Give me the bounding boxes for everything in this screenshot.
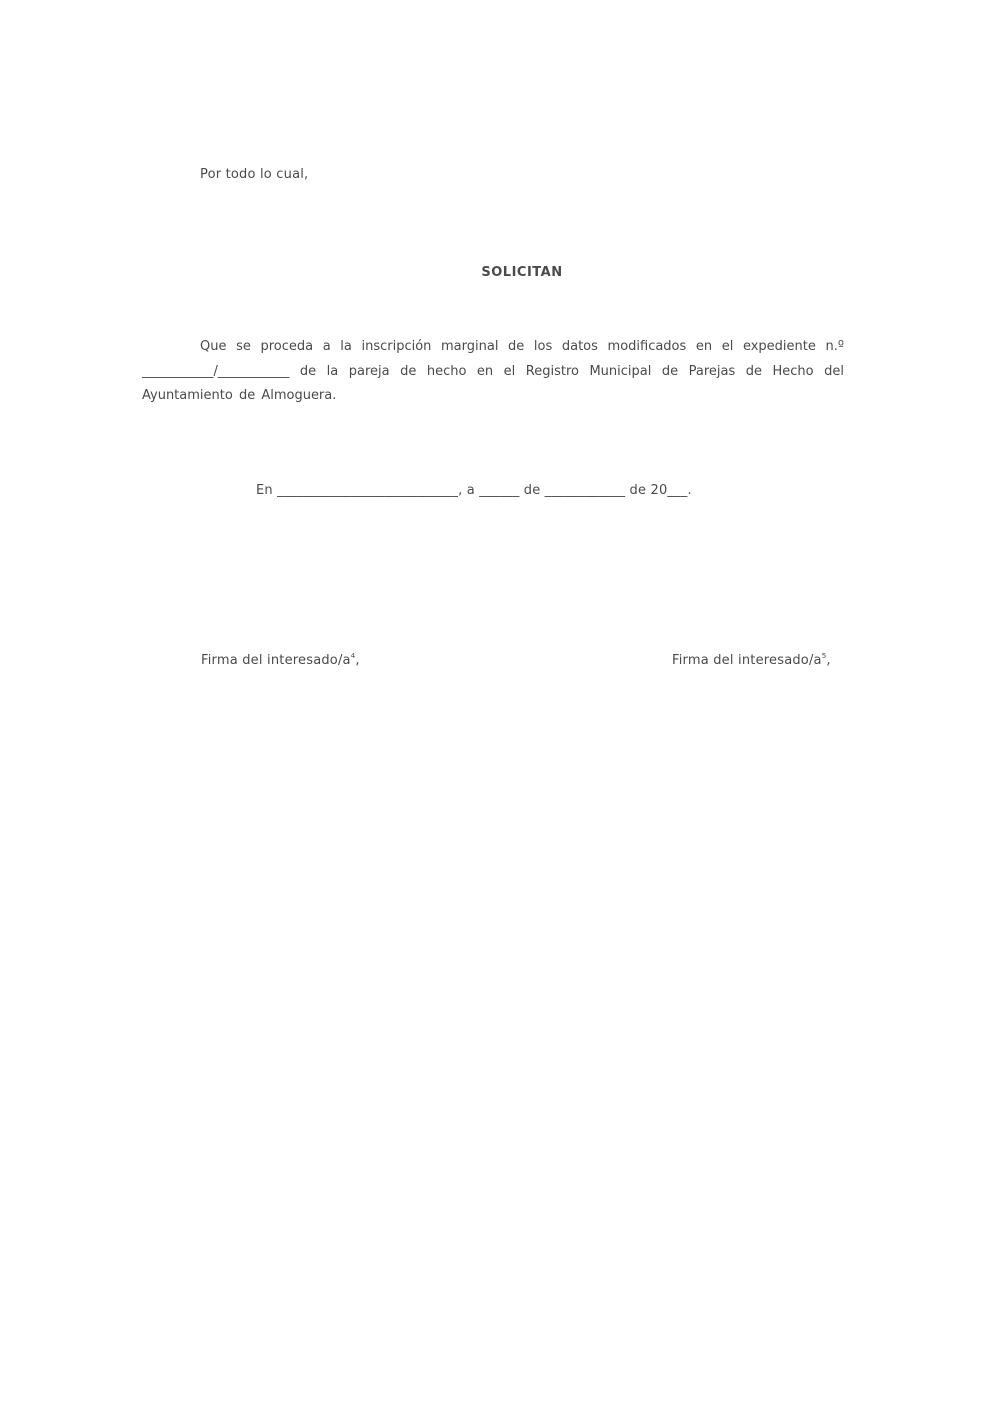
- signature-left: [201, 653, 360, 668]
- signature-left-label: Firma del interesado/a: [201, 653, 351, 668]
- signature-right-suffix: ,: [826, 653, 831, 668]
- signature-left-footnote: 4: [350, 652, 356, 660]
- signature-right-footnote: 5: [821, 652, 827, 660]
- request-paragraph: Que se proceda a la inscripción marginal de los datos modificados en el expediente n.º ___________/___________ de la pareja de hecho en el Registro Municipal de Parejas de Hecho del Ayuntamiento de Almoguera.: [142, 339, 844, 403]
- signature-right: [672, 653, 831, 668]
- signature-left-suffix: ,: [355, 653, 360, 668]
- section-heading: SOLICITAN: [481, 265, 563, 280]
- place-date-line: En ___________________________, a ______ de ____________ de 20___.: [256, 483, 692, 498]
- signature-right-label: Firma del interesado/a: [672, 653, 822, 668]
- intro-text: Por todo lo cual,: [200, 167, 309, 182]
